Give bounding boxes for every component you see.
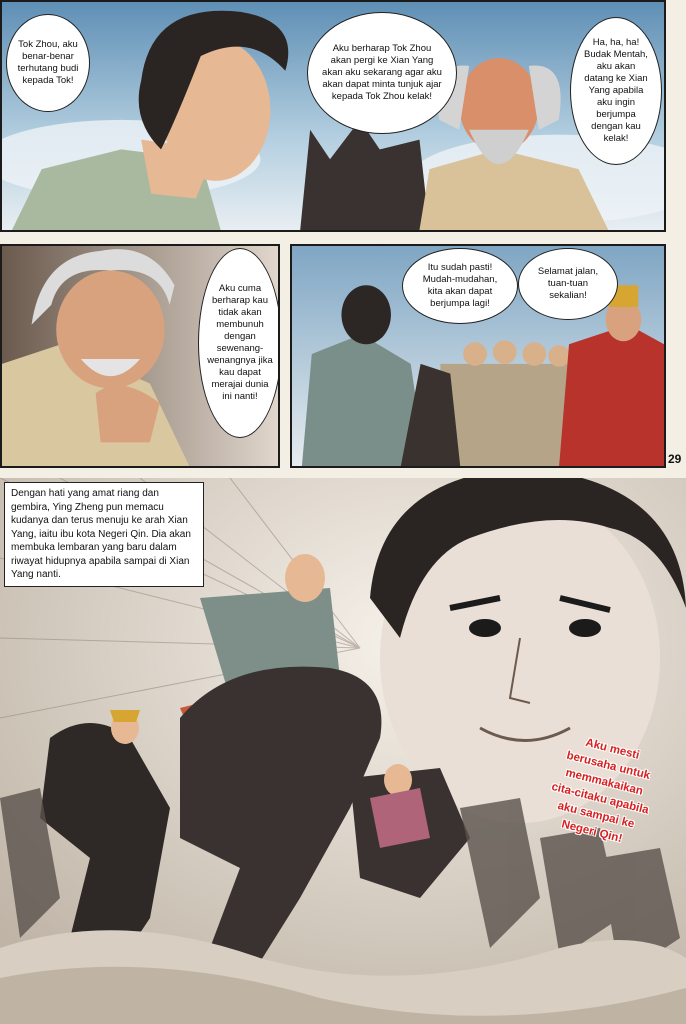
speech-text: Selamat jalan, tuan-tuan sekalian!: [537, 266, 599, 301]
panel-1: [0, 0, 666, 232]
speech-bubble-young-hero: [6, 14, 90, 112]
narration-box: [4, 482, 204, 587]
panel-2: [0, 244, 280, 468]
narration-text: Dengan hati yang amat riang dan gembira, Ying Zheng pun memacu kudanya dan terus menuju ke arah Xian Yang, iaitu ibu kota Negeri Qin. Dia akan membuka lembaran yang baru dalam riwayat hidupnya apabila sampai di Xian Yang nanti.: [11, 488, 191, 580]
speech-text: Ha, ha, ha! Budak Mentah, aku akan datang ke Xian Yang apabila aku ingin berjumpa dengan kau kelak!: [584, 37, 648, 144]
page-number: 29: [668, 452, 682, 466]
speech-text: Tok Zhou, aku benar-benar terhutang budi kepada Tok!: [17, 39, 79, 86]
hero-thought-text: Aku mesti berusaha untuk memmakaikan cita-citaku apabila aku sampai ke Negeri Qin!: [550, 736, 652, 846]
speech-bubble-goodbye: [518, 248, 618, 320]
speech-text: Itu sudah pasti! Mudah-mudahan, kita akan dapat berjumpa lagi!: [422, 262, 498, 309]
speech-bubble-old-master-warning: [198, 248, 280, 438]
speech-bubble-old-master: [570, 17, 662, 165]
speech-bubble-request: [307, 12, 457, 134]
panel-3: [290, 244, 666, 468]
speech-text: Aku cuma berharap kau tidak akan membunuh dengan sewenang-wenangnya jika kau dapat merajai dunia ini nanti!: [207, 283, 273, 402]
panel-4: [0, 478, 686, 1024]
speech-text: Aku berharap Tok Zhou akan pergi ke Xian Yang akan aku sekarang agar aku akan dapat minta tunjuk ajar kepada Tok Zhou kelak!: [322, 43, 442, 102]
speech-bubble-hero-farewell: [402, 248, 518, 324]
